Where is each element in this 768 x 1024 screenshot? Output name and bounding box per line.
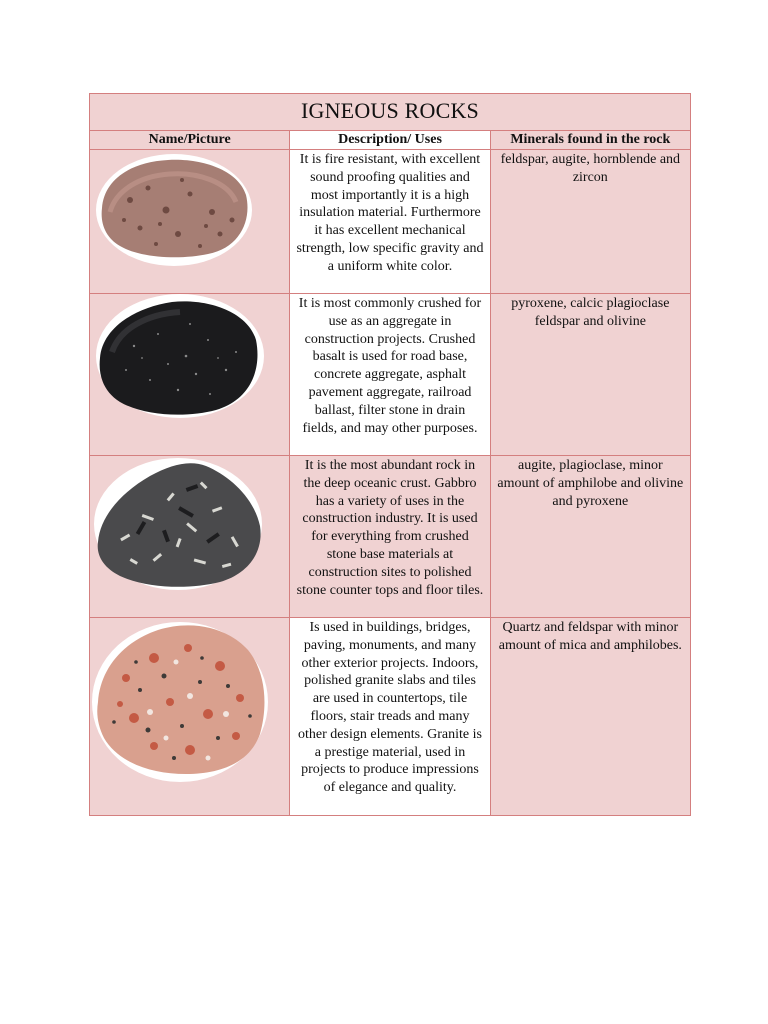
table-row bbox=[90, 456, 691, 618]
rock-picture-cell bbox=[90, 456, 290, 618]
header-description-uses: Description/ Uses bbox=[290, 131, 490, 150]
description-cell: It is fire resistant, with excellent sound proofing qualities and most importantly it is a high insulation material. Furthermore it has excellent mechanical strength, low specific gravity and a uniform white color. bbox=[290, 150, 490, 294]
table-row bbox=[90, 618, 691, 816]
pumice-rock-image bbox=[90, 150, 288, 293]
rock-picture-cell bbox=[90, 294, 290, 456]
table-title: IGNEOUS ROCKS bbox=[90, 94, 691, 131]
minerals-cell: feldspar, augite, hornblende and zircon bbox=[490, 150, 690, 294]
minerals-cell: augite, plagioclase, minor amount of amphilobe and olivine and pyroxene bbox=[490, 456, 690, 618]
description-cell: Is used in buildings, bridges, paving, monuments, and many other exterior projects. Indoors, polished granite slabs and tiles are used in countertops, tile floors, stair treads and many other design elements. Granite is a prestige material, used in projects to produce impressions of elegance and quality. bbox=[290, 618, 490, 816]
granite-rock-image bbox=[90, 618, 288, 815]
minerals-cell: Quartz and feldspar with minor amount of mica and amphilobes. bbox=[490, 618, 690, 816]
igneous-rocks-table bbox=[89, 93, 691, 816]
rock-picture-cell bbox=[90, 618, 290, 816]
gabbro-rock-image bbox=[90, 456, 288, 617]
description-cell: It is most commonly crushed for use as an aggregate in construction projects. Crushed basalt is used for road base, concrete aggregate, asphalt pavement aggregate, railroad ballast, filter stone in drain fields, and may other purposes. bbox=[290, 294, 490, 456]
rock-picture-cell bbox=[90, 150, 290, 294]
table-row bbox=[90, 294, 691, 456]
header-name-picture: Name/Picture bbox=[90, 131, 290, 150]
minerals-cell: pyroxene, calcic plagioclase feldspar and olivine bbox=[490, 294, 690, 456]
table-row bbox=[90, 150, 691, 294]
basalt-rock-image bbox=[90, 294, 288, 455]
header-minerals: Minerals found in the rock bbox=[490, 131, 690, 150]
description-cell: It is the most abundant rock in the deep oceanic crust. Gabbro has a variety of uses in the construction industry. It is used for everything from crushed stone base materials at construction sites to polished stone counter tops and floor tiles. bbox=[290, 456, 490, 618]
